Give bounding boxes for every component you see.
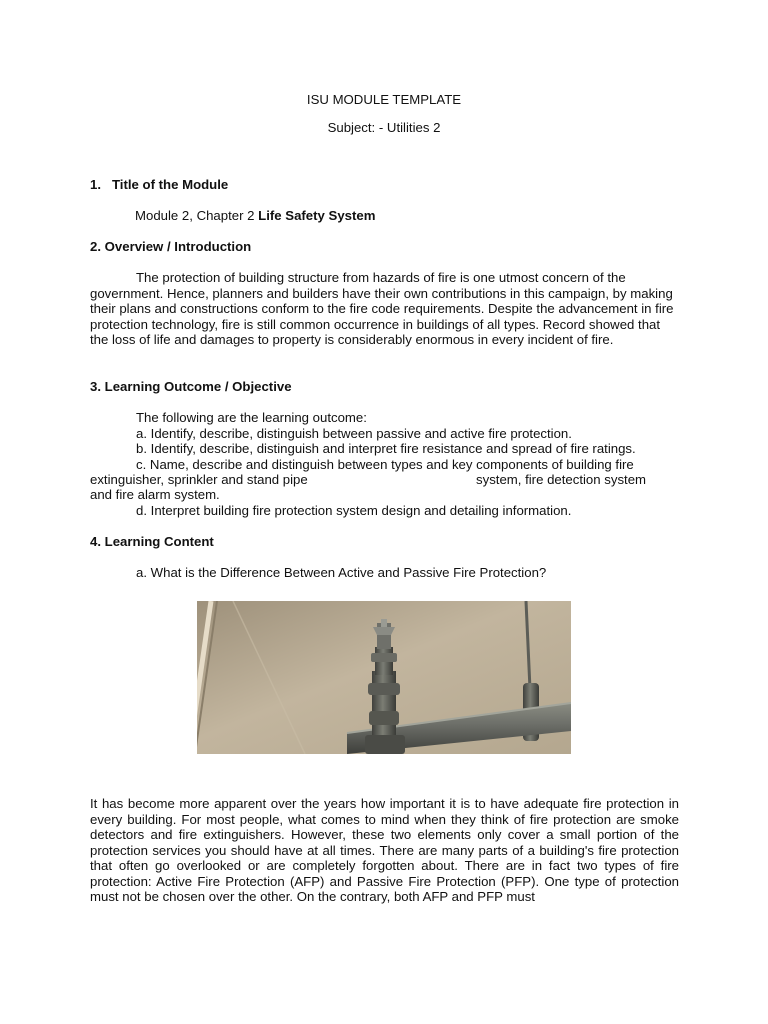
section-3-heading: 3. Learning Outcome / Objective — [90, 379, 292, 394]
outcome-item-a: a. Identify, describe, distinguish between passive and active fire protection. — [136, 426, 572, 441]
outcome-item-b: b. Identify, describe, distinguish and interpret fire resistance and spread of fire ratings. — [136, 441, 636, 456]
document-title: ISU MODULE TEMPLATE — [306, 92, 462, 107]
module-title: Life Safety System — [258, 208, 376, 223]
section-1-heading: 1. Title of the Module — [90, 177, 229, 192]
overview-paragraph: The protection of building structure from hazards of fire is one utmost concern of the government. Hence, planners and builders have their own contributions in this campaign, by making their plans and constructions conform to the fire code requirements. Despite the advancement in fire protection technology, fire is still common occurrence in buildings of all types. Record showed that the loss of life and damages to property is considerably enormous in every incident of fire. — [90, 270, 674, 347]
section-2-heading: 2. Overview / Introduction — [90, 239, 252, 254]
content-paragraph: It has become more apparent over the years how important it is to have adequate fire protection in every building. For most people, what comes to mind when they think of fire protection are smoke detectors and fire extinguishers. However, these two elements only cover a small portion of the protection services you should have at all times. There are many parts of a building's fire protection that often go overlooked or are completely forgotten about. There are in fact two types of fire protection: Active Fire Protection (AFP) and Passive Fire Protection (PFP). One type of protection must not be chosen over the other. On the contrary, both AFP and PFP must — [90, 796, 679, 904]
subject-line: Subject: - Utilities 2 — [327, 120, 441, 135]
module-title-line — [135, 208, 375, 224]
outcome-item-c-end: and fire alarm system. — [90, 487, 220, 502]
module-prefix: Module 2, Chapter 2 — [135, 208, 259, 223]
content-question: a. What is the Difference Between Active and Passive Fire Protection? — [136, 565, 547, 580]
outcome-item-d: d. Interpret building fire protection system design and detailing information. — [136, 503, 572, 518]
outcome-item-c-cont-right: system, fire detection system — [476, 472, 647, 487]
fire-sprinkler-photo — [197, 601, 571, 754]
section-4-heading: 4. Learning Content — [90, 534, 214, 549]
outcome-item-c: c. Name, describe and distinguish between types and key components of building fire — [136, 457, 634, 472]
sprinkler-pipe-icon — [197, 601, 571, 754]
outcome-intro: The following are the learning outcome: — [136, 410, 367, 425]
outcome-item-c-cont-left: extinguisher, sprinkler and stand pipe — [90, 472, 308, 487]
